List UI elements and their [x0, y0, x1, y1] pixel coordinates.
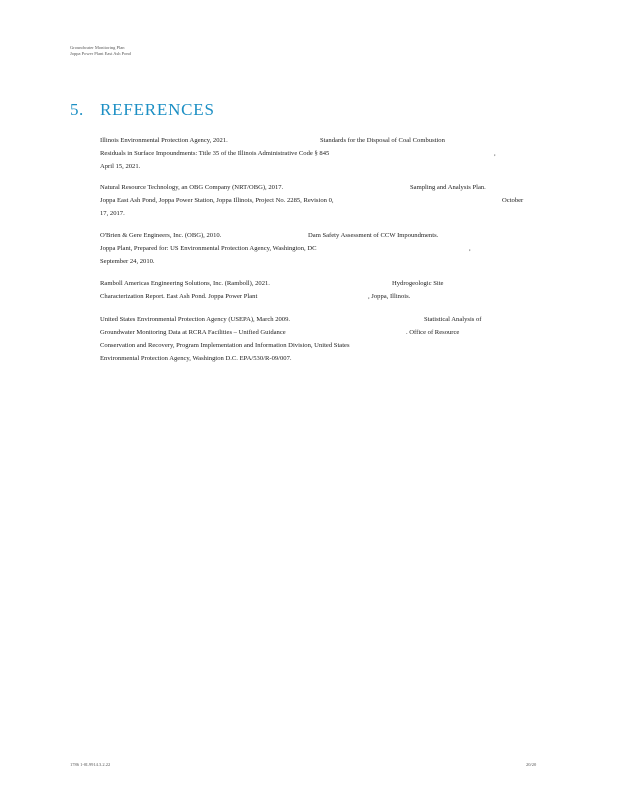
reference-title: Hydrogeologic Site	[392, 280, 444, 287]
reference-text: . Office of Resource	[406, 329, 460, 336]
page-number: 20/20	[526, 762, 537, 767]
reference-text: ,	[494, 150, 496, 157]
footer-document-code: 1786 1-0L9914.3.2.22	[70, 762, 111, 767]
reference-text: Conservation and Recovery, Program Implementation and Information Division, United States	[100, 342, 350, 349]
section-title: REFERENCES	[100, 100, 215, 119]
reference-title: Dam Safety Assessment of CCW Impoundments.	[308, 232, 439, 239]
reference-title: Joppa Plant, Prepared for: US Environmental Protection Agency, Washington, DC	[100, 245, 317, 252]
reference-title: Statistical Analysis of	[424, 316, 482, 323]
reference-text: October	[502, 197, 524, 204]
reference-title: Joppa East Ash Pond, Joppa Power Station, Joppa Illinois, Project No. 2285, Revision 0,	[100, 197, 334, 204]
reference-text: Illinois Environmental Protection Agency, 2021.	[100, 137, 228, 144]
reference-text: 17, 2017.	[100, 210, 125, 217]
reference-text: ,	[469, 245, 471, 252]
reference-text: September 24, 2010.	[100, 258, 155, 265]
reference-text: Environmental Protection Agency, Washington D.C. EPA/530/R-09/007.	[100, 355, 292, 362]
reference-title: Characterization Report. East Ash Pond. Joppa Power Plant	[100, 293, 258, 300]
section-number: 5.	[70, 100, 84, 119]
reference-text: Ramboll Americas Engineering Solutions, Inc. (Ramboll), 2021.	[100, 280, 270, 287]
reference-text: Natural Resource Technology, an OBG Company (NRT/OBG), 2017.	[100, 184, 284, 191]
running-header-subtitle: Joppa Power Plant East Ash Pond	[70, 51, 131, 56]
reference-text: United States Environmental Protection Agency (USEPA), March 2009.	[100, 316, 291, 323]
reference-title: Groundwater Monitoring Data at RCRA Facilities – Unified Guidance	[100, 329, 286, 336]
reference-title: Residuals in Surface Impoundments: Title 35 of the Illinois Administrative Code § 845	[100, 150, 330, 157]
running-header-title: Groundwater Monitoring Plan	[70, 45, 125, 50]
reference-text: O'Brien & Gere Engineers, Inc. (OBG), 2010.	[100, 232, 222, 239]
reference-title: Sampling and Analysis Plan.	[410, 184, 486, 191]
reference-text: April 15, 2021.	[100, 163, 141, 170]
reference-text: , Joppa, Illinois.	[368, 293, 411, 300]
reference-title: Standards for the Disposal of Coal Combustion	[320, 137, 445, 144]
